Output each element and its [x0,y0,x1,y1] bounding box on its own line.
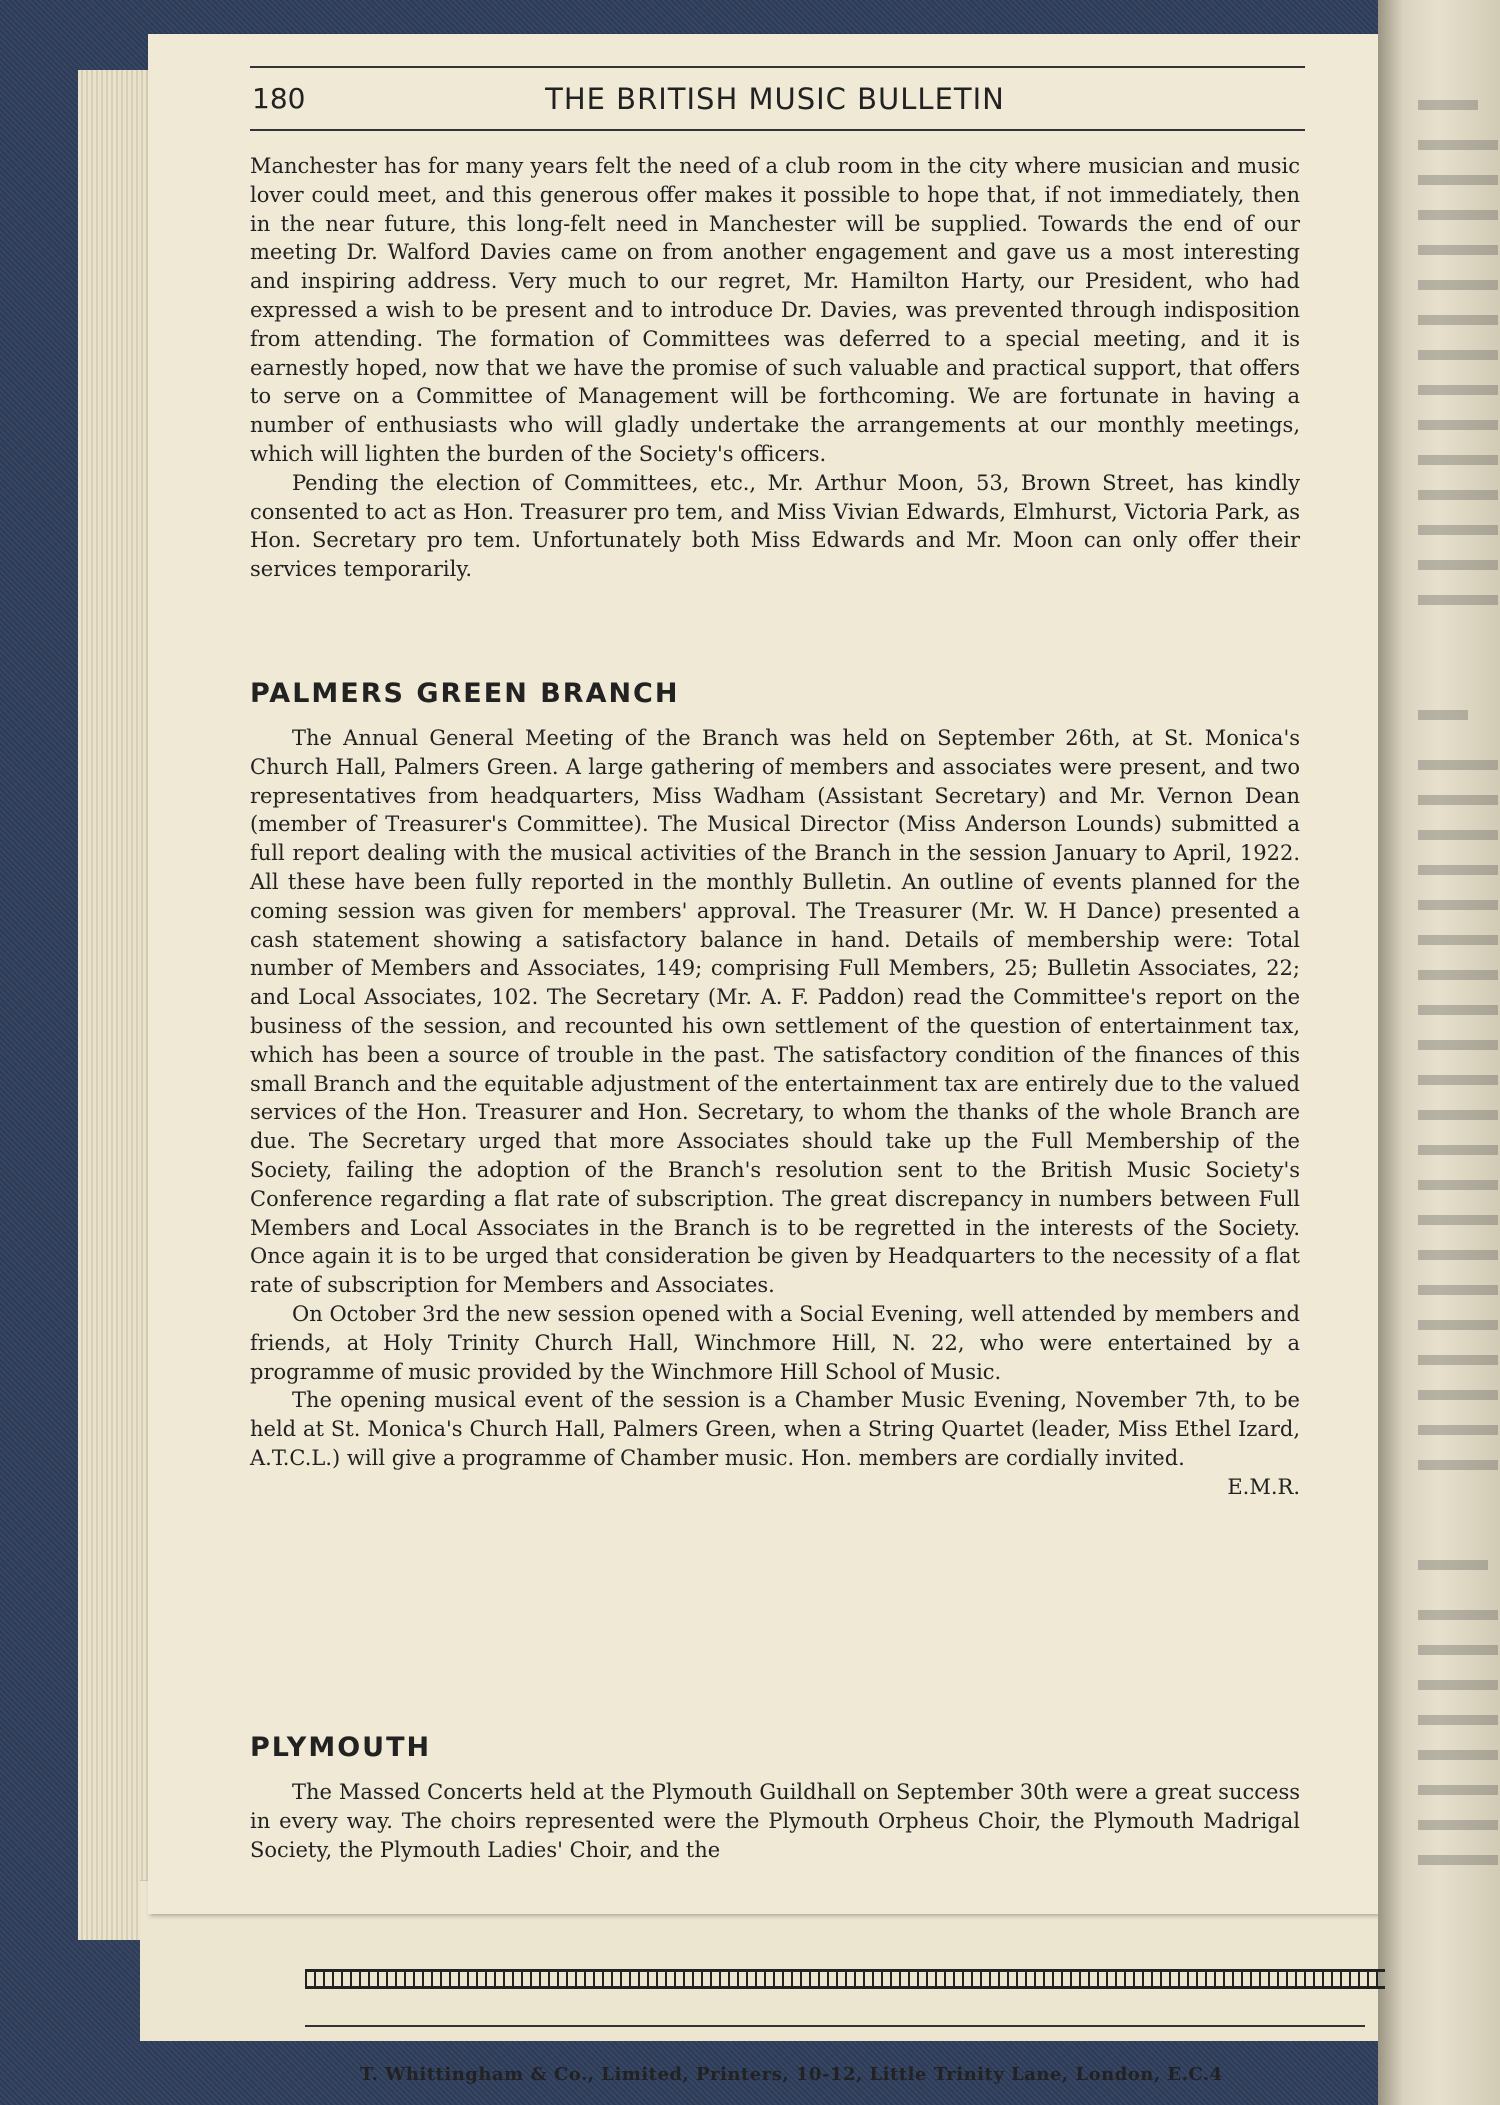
plymouth-paragraph-1: The Massed Concerts held at the Plymouth Guildhall on September 30th were a great success in every way. The choirs represented were the Plymouth Orpheus Choir, the Plymouth Madrigal Society, the Plymouth Ladies' Choir, and the [250,1780,1300,1862]
header-bottom-rule [250,129,1305,131]
facing-page-edge [1378,0,1500,2105]
plymouth-heading: PLYMOUTH [250,1732,432,1763]
printer-imprint: T. Whittingham & Co., Limited, Printers, 10-12, Little Trinity Lane, London, E.C.4 [360,2064,1223,2085]
page-edges [78,70,158,1940]
manchester-paragraph-2: Pending the election of Committees, etc., Mr. Arthur Moon, 53, Brown Street, has kindly consented to act as Hon. Treasurer pro tem, and Miss Vivian Edwards, Elmhurst, Victoria Park, as Hon. Secretary pro tem. Unfortunately both Miss Edwards and Mr. Moon can only offer their services temporarily. [250,470,1300,582]
palmers-green-paragraph-2: On October 3rd the new session opened with a Social Evening, well attended by members and friends, at Holy Trinity Church Hall, Winchmore Hill, N. 22, who were entertained by a programme of music provided by the Winchmore Hill School of Music. [250,1301,1300,1384]
page-number: 180 [252,82,306,115]
palmers-green-paragraph-1: The Annual General Meeting of the Branch was held on September 26th, at St. Monica's Church Hall, Palmers Green. A large gathering of members and associates were present, and two representatives from headquarters, Miss Wadham (Assistant Secretary) and Mr. Vernon Dean (member of Treasurer's Committee). The Musical Director (Miss Anderson Lounds) submitted a full report dealing with the musical activities of the Branch in the session January to April, 1922. All these have been fully reported in the monthly Bulletin. An outline of events planned for the coming session was given for members' approval. The Treasurer (Mr. W. H Dance) presented a cash statement showing a satisfactory balance in hand. Details of membership were: Total number of Members and Associates, 149; comprising Full Members, 25; Bulletin Associates, 22; and Local Associates, 102. The Secretary (Mr. A. F. Paddon) read the Committee's report on the business of the session, and recounted his own settlement of the question of entertainment tax, which has been a source of trouble in the past. The satisfactory condition of the finances of this small Branch and the equitable adjustment of the entertainment tax are entirely due to the valued services of the Hon. Treasurer and Hon. Secretary, to whom the thanks of the whole Branch are due. The Secretary urged that more Associates should take up the Full Membership of the Society, failing the adoption of the Branch's resolution sent to the British Music Society's Conference regarding a flat rate of subscription. The great discrepancy in numbers between Full Members and Local Associates in the Branch is to be regretted in the interests of the Society. Once again it is to be urged that consideration be given by Headquarters to the necessity of a flat rate of subscription for Members and Associates. [250,726,1300,1298]
header-top-rule [250,66,1305,68]
publication-title: THE BRITISH MUSIC BULLETIN [545,82,1005,116]
imprint-rule [305,2025,1365,2027]
decorative-border [305,1969,1385,1989]
palmers-green-paragraph-3: The opening musical event of the session is a Chamber Music Evening, November 7th, to be held at St. Monica's Church Hall, Palmers Green, when a String Quartet (leader, Miss Ethel Izard, A.T.C.L.) will give a programme of Chamber music. Hon. members are cordially invited. [250,1388,1300,1470]
manchester-section [250,152,1300,584]
running-header [250,80,1300,124]
plymouth-section [250,1778,1300,1864]
signature: E.M.R. [1227,1474,1300,1499]
manchester-paragraph-1: Manchester has for many years felt the need of a club room in the city where musician and music lover could meet, and this generous offer makes it possible to hope that, if not immediately, then in the near future, this long-felt need in Manchester will be supplied. Towards the end of our meeting Dr. Walford Davies came on from another engagement and gave us a most interesting and inspiring address. Very much to our regret, Mr. Hamilton Harty, our President, who had expressed a wish to be present and to introduce Dr. Davies, was prevented through indisposition from attending. The formation of Committees was deferred to a special meeting, and it is earnestly hoped, now that we have the promise of such valuable and practical support, that offers to serve on a Committee of Management will be forthcoming. We are fortunate in having a number of enthusiasts who will gladly undertake the arrangements at our monthly meetings, which will lighten the burden of the Society's officers. [250,154,1300,466]
palmers-green-heading: PALMERS GREEN BRANCH [250,678,680,709]
palmers-green-section [250,724,1300,1502]
